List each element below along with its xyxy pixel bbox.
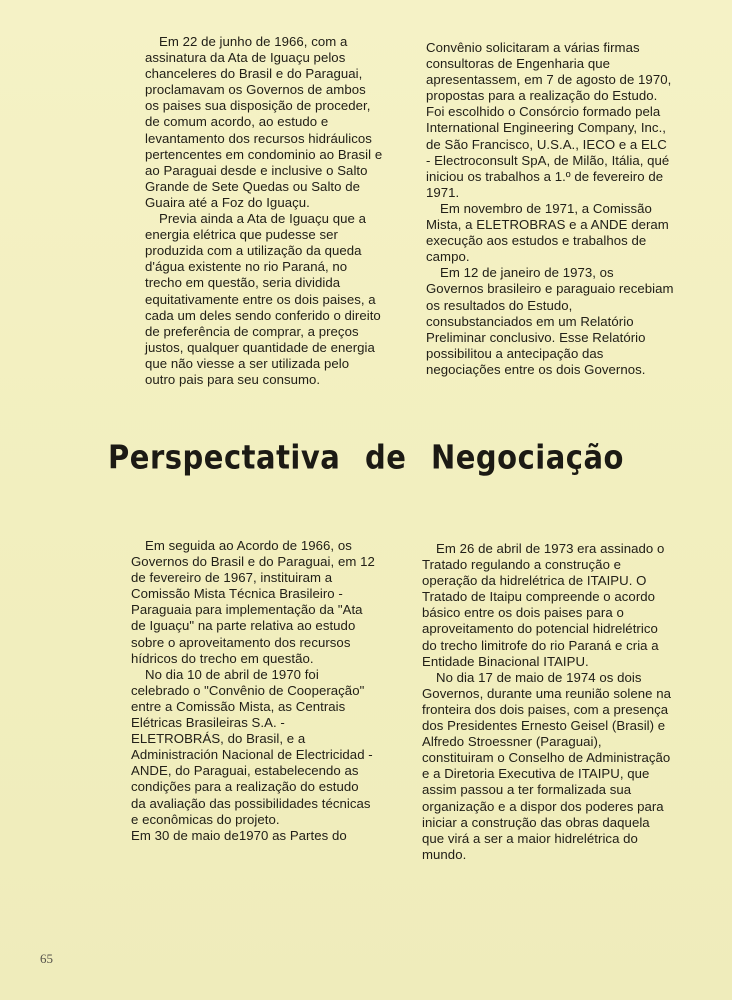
paragraph: Em 30 de maio de1970 as Partes do (131, 827, 347, 843)
top-right-column (426, 40, 674, 378)
paragraph: Previa ainda a Ata de Iguaçu que a energia elétrica que pudesse ser produzida com a utilização da queda d'água existente no rio Paraná, no trecho em questão, seria dividida equitativamente entre os dois paises, a cada um deles sendo conferido o direito de preferência de comprar, a preços justos, qualquer quantidade de energia que não viesse a ser utilizada pelo outro pais para seu consumo. (145, 211, 381, 387)
bottom-left-column (131, 538, 377, 844)
section-heading: Perspectativa de Negociação (108, 437, 624, 477)
bottom-right-column (422, 541, 672, 863)
paragraph: Em 12 de janeiro de 1973, os Governos brasileiro e paraguaio recebiam os resultados do Estudo, consubstanciados em um Relatório Preliminar conclusivo. Esse Relatório possibilitou a antecipação das negociações entre os dois Governos. (426, 265, 674, 377)
page-number: 65 (40, 951, 53, 966)
paragraph: Convênio solicitaram a várias firmas consultoras de Engenharia que apresentassem, em 7 de agosto de 1970, propostas para a realização do Estudo. Foi escolhido o Consórcio formado pela International Engineering Company, Inc., de São Francisco, U.S.A., IECO e a ELC - Electroconsult SpA, de Milão, Itália, qué iniciou os trabalhos a 1.º de fevereiro de 1971. (426, 40, 672, 200)
paragraph: Em 22 de junho de 1966, com a assinatura da Ata de Iguaçu pelos chanceleres do Brasil e do Paraguai, proclamavam os Governos de ambos os paises sua disposição de proceder, de comum acordo, ao estudo e levantamento dos recursos hidráulicos pertencentes em condominio ao Brasil e ao Paraguai desde e inclusive o Salto Grande de Sete Quedas ou Salto de Guaira até a Foz do Iguaçu. (145, 34, 383, 210)
paragraph: No dia 17 de maio de 1974 os dois Governos, durante uma reunião solene na fronteira dos dois paises, com a presença dos Presidentes Ernesto Geisel (Brasil) e Alfredo Stroessner (Paraguai), constituiram o Conselho de Administração e a Diretoria Executiva de ITAIPU, que assim passou a ter formalizada sua organização e a dispor dos poderes para iniciar a construção das obras daquela que virá a ser a maior hidrelétrica do mundo. (422, 669, 672, 862)
top-left-column (145, 34, 383, 388)
paragraph: No dia 10 de abril de 1970 foi celebrado o "Convênio de Cooperação" entre a Comissão Mista, as Centrais Elétricas Brasileiras S.A. - ELETROBRÁS, do Brasil, e a Administración Nacional de Electricidad - ANDE, do Paraguai, estabelecendo as condições para a realização do estudo da avaliação das possibilidades técnicas e econômicas do projeto. (131, 666, 373, 827)
paragraph: Em seguida ao Acordo de 1966, os Governos do Brasil e do Paraguai, em 12 de fevereiro de 1967, instituiram a Comissão Mista Técnica Brasileiro -Paraguaia para implementação da "Ata de Iguaçu" na parte relativa ao estudo sobre o aproveitamento dos recursos hídricos do trecho em questão. (131, 538, 375, 666)
paragraph: Em novembro de 1971, a Comissão Mista, a ELETROBRAS e a ANDE deram execução aos estudos e trabalhos de campo. (426, 200, 669, 265)
paragraph: Em 26 de abril de 1973 era assinado o Tratado regulando a construção e operação da hidrelétrica de ITAIPU. O Tratado de Itaipu compreende o acordo básico entre os dois paises para o aproveitamento do potencial hidrelétrico do trecho limitrofe do rio Paraná e cria a Entidade Binacional ITAIPU. (422, 541, 665, 669)
